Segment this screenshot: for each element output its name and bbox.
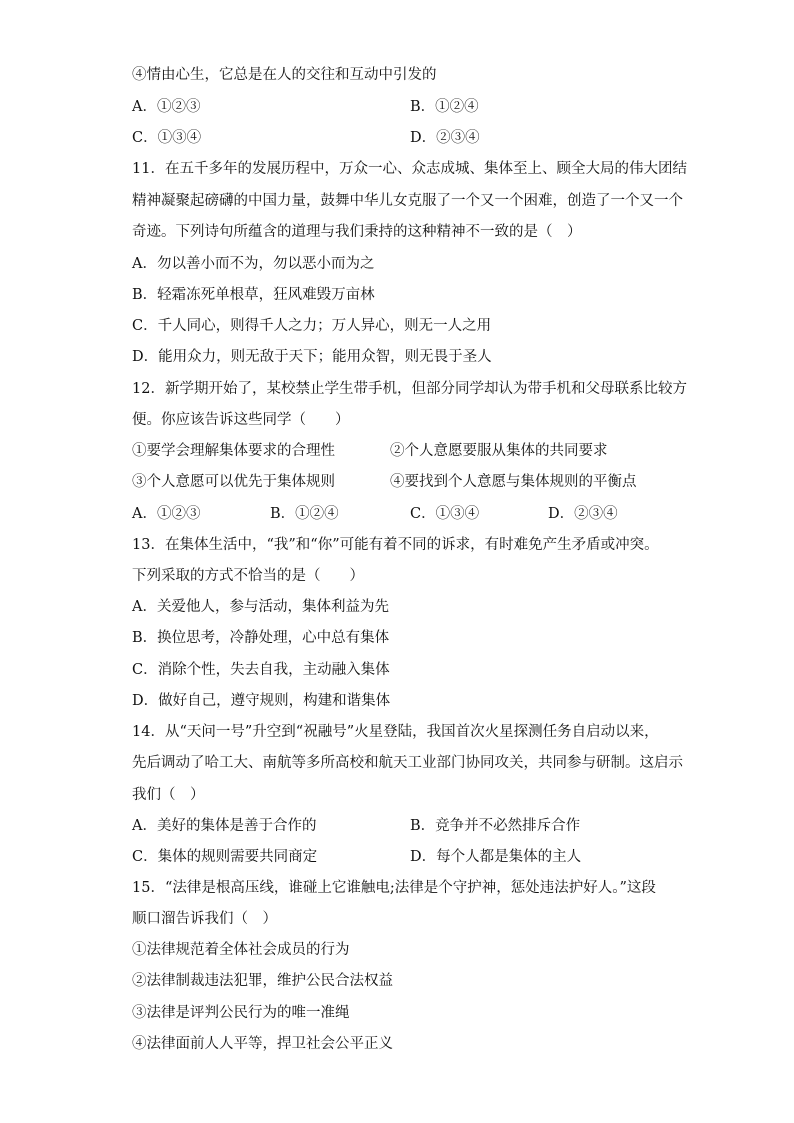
q10-statement-4: ④情由心生，它总是在人的交往和互动中引发的 — [132, 67, 437, 83]
q12-option-b: B．①②④ — [270, 506, 339, 522]
q13-option-a: A．关爱他人，参与活动，集体利益为先 — [132, 599, 389, 615]
q13-stem-line-1: 13．在集体生活中，“我”和“你”可能有着不同的诉求，有时难免产生矛盾或冲突。 — [132, 537, 659, 553]
q11-stem-line-2: 精神凝聚起磅礴的中国力量，鼓舞中华儿女克服了一个又一个困难，创造了一个又一个 — [132, 193, 683, 209]
q12-statement-4: ④要找到个人意愿与集体规则的平衡点 — [390, 474, 637, 490]
q15-stem-line-1: 15．“法律是根高压线，谁碰上它谁触电;法律是个守护神，惩处违法护好人。”这段 — [132, 880, 656, 896]
q15-statement-2: ②法律制裁违法犯罪，维护公民合法权益 — [132, 973, 393, 989]
q13-option-c: C．消除个性，失去自我，主动融入集体 — [132, 662, 390, 678]
q12-statement-3: ③个人意愿可以优先于集体规则 — [132, 474, 335, 490]
q12-option-d: D．②③④ — [548, 506, 618, 522]
q14-stem-line-1: 14．从“天问一号”升空到“祝融号”火星登陆，我国首次火星探测任务自启动以来， — [132, 724, 659, 740]
q12-statement-1: ①要学会理解集体要求的合理性 — [132, 443, 335, 459]
q10-option-b: B．①②④ — [410, 99, 479, 115]
q13-option-d: D．做好自己，遵守规则，构建和谐集体 — [132, 693, 391, 709]
q11-stem-line-1: 11．在五千多年的发展历程中，万众一心、众志成城、集体至上、顾全大局的伟大团结 — [132, 161, 687, 177]
q10-option-a: A．①②③ — [132, 99, 201, 115]
q14-option-c: C．集体的规则需要共同商定 — [132, 849, 318, 865]
q15-statement-3: ③法律是评判公民行为的唯一准绳 — [132, 1005, 350, 1021]
q11-option-c: C．千人同心，则得千人之力；万人异心，则无一人之用 — [132, 318, 492, 334]
q13-option-b: B．换位思考，冷静处理，心中总有集体 — [132, 630, 390, 646]
q11-option-a: A．勿以善小而不为，勿以恶小而为之 — [132, 256, 375, 272]
q14-option-b: B．竞争并不必然排斥合作 — [410, 818, 581, 834]
q10-option-d: D．②③④ — [410, 130, 480, 146]
q12-option-c: C．①③④ — [410, 506, 480, 522]
q15-stem-line-2: 顺口溜告诉我们（ ） — [132, 911, 277, 927]
q11-option-d: D．能用众力，则无敌于天下；能用众智，则无畏于圣人 — [132, 349, 492, 365]
q14-stem-line-3: 我们（ ） — [132, 787, 205, 803]
q11-stem-line-3: 奇迹。下列诗句所蕴含的道理与我们秉持的这种精神不一致的是（ ） — [132, 224, 582, 240]
q13-stem-line-2: 下列采取的方式不恰当的是（ ） — [132, 568, 364, 584]
q12-stem-line-2: 便。你应该告诉这些同学（ ） — [132, 412, 350, 428]
q14-option-a: A．美好的集体是善于合作的 — [132, 818, 317, 834]
q12-option-a: A．①②③ — [132, 506, 201, 522]
q10-option-c: C．①③④ — [132, 130, 202, 146]
q15-statement-1: ①法律规范着全体社会成员的行为 — [132, 942, 350, 958]
q11-option-b: B．轻霜冻死单根草，狂风难毁万亩林 — [132, 287, 375, 303]
q14-stem-line-2: 先后调动了哈工大、南航等多所高校和航天工业部门协同攻关，共同参与研制。这启示 — [132, 755, 683, 771]
q12-stem-line-1: 12．新学期开始了，某校禁止学生带手机，但部分同学却认为带手机和父母联系比较方 — [132, 381, 687, 397]
q15-statement-4: ④法律面前人人平等，捍卫社会公平正义 — [132, 1036, 393, 1052]
q14-option-d: D．每个人都是集体的主人 — [410, 849, 582, 865]
q12-statement-2: ②个人意愿要服从集体的共同要求 — [390, 443, 608, 459]
